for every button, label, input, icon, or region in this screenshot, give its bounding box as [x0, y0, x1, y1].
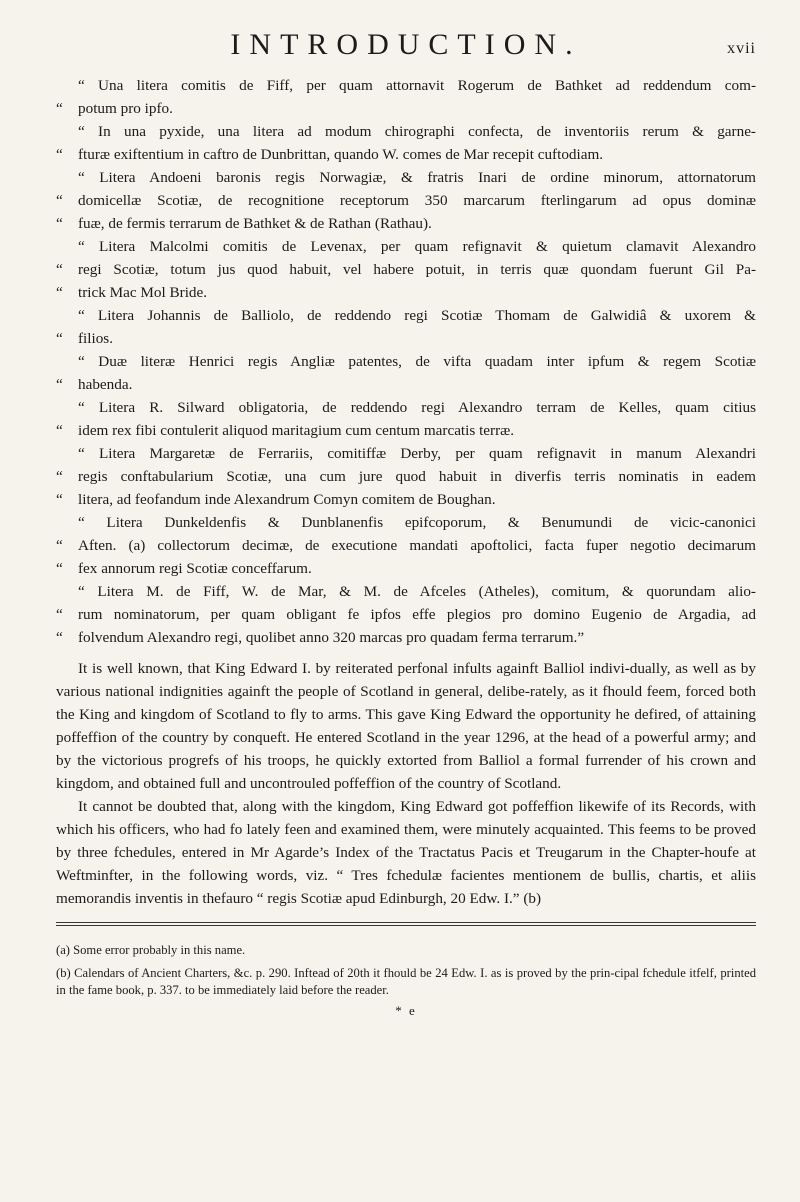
quote-line — [56, 304, 756, 327]
quote-mark: “ — [56, 330, 63, 347]
quote-line-text: domicellæ Scotiæ, de recognitione receptorum 350 marcarum fterlingarum ad opus dominæ — [78, 192, 756, 209]
footnote-a: (a) Some error probably in this name. — [56, 943, 246, 957]
quote-line — [56, 603, 756, 626]
quote-line — [56, 511, 756, 534]
quote-line — [56, 74, 756, 97]
quote-line-text: litera, ad feofandum inde Alexandrum Comyn comitem de Boughan. — [78, 491, 496, 508]
quote-mark: “ — [56, 537, 63, 554]
paragraph-1: It is well known, that King Edward I. by reiterated perfonal infults againft Balliol indivi-dually, as well as by various national indignities againft the people of Scotland in general, delibe-rately, as it fhould feem, forced both the King and kingdom of Scotland to fly to arms. This gave King Edward the opportunity he defired, of attaining poffeffion of the country by conqueft. He entered Scotland in the year 1296, at the head of a powerful army; and by the victorious progrefs of his troops, he quickly extorted from Balliol a formal furrender of his crown and kingdom, and obtained full and uncontrouled poffeffion of the country of Scotland. — [56, 660, 756, 792]
quote-line-text: idem rex fibi contulerit aliquod maritagium cum centum marcatis terræ. — [78, 422, 515, 439]
quote-line — [56, 281, 756, 304]
page-number: xvii — [727, 40, 756, 57]
quote-mark: “ — [56, 422, 63, 439]
quote-line — [56, 97, 756, 120]
quote-line — [56, 143, 756, 166]
quote-line-text: “ Litera M. de Fiff, W. de Mar, & M. de Afceles (Atheles), comitum, & quorundam alio- — [78, 583, 756, 600]
quote-line — [56, 166, 756, 189]
quote-mark: “ — [56, 468, 63, 485]
quote-line — [56, 557, 756, 580]
quote-line — [56, 350, 756, 373]
signature-mark: * e — [395, 1003, 417, 1018]
quote-mark: “ — [56, 606, 63, 623]
quote-line — [56, 212, 756, 235]
quote-line — [56, 488, 756, 511]
quote-line-text: filios. — [78, 330, 114, 347]
page-header — [56, 28, 756, 74]
quote-line-text: “ Una litera comitis de Fiff, per quam attornavit Rogerum de Bathket ad reddendum com- — [78, 77, 756, 94]
prose-section — [56, 657, 756, 910]
quote-mark: “ — [56, 284, 63, 301]
quote-mark: “ — [56, 100, 63, 117]
quote-line-text: regis conftabularium Scotiæ, una cum jure quod habuit in diverfis terris nominatis in eadem — [78, 468, 756, 485]
footnotes — [56, 942, 756, 999]
quote-line-text: “ Litera Dunkeldenfis & Dunblanenfis epifcoporum, & Benumundi de vicic-canonici — [78, 514, 756, 531]
quote-line-text: “ Litera Malcolmi comitis de Levenax, per quam refignavit & quietum clamavit Alexandro — [78, 238, 756, 255]
quote-line — [56, 626, 756, 649]
footnote-b: (b) Calendars of Ancient Charters, &c. p. 290. Inftead of 20th it fhould be 24 Edw. I. as is proved by the prin-cipal fchedule itfelf, printed in the fame book, p. 337. to be immediately laid before the reader. — [56, 966, 756, 997]
quote-line — [56, 465, 756, 488]
quote-line — [56, 442, 756, 465]
running-title: INTRODUCTION. — [230, 28, 582, 61]
quote-line-text: “ Litera Margaretæ de Ferrariis, comitiffæ Derby, per quam refignavit in manum Alexandri — [78, 445, 756, 462]
quote-line-text: trick Mac Mol Bride. — [78, 284, 208, 301]
quoted-schedule — [56, 74, 756, 649]
quote-line-text: fturæ exiftentium in caftro de Dunbrittan, quando W. comes de Mar recepit cuftodiam. — [78, 146, 604, 163]
paragraph-2: It cannot be doubted that, along with the kingdom, King Edward got poffeffion likewife of its Records, with which his officers, who had fo lately feen and examined them, were minutely acquainted. This feems to be proved by three fchedules, entered in Mr Agarde’s Index of the Tractatus Pacis et Treugarum in the Chapter-houfe at Weftminfter, in the following words, viz. “ Tres fchedulæ facientes mentionem de bullis, chartis, et aliis memorandis inventis in thefauro “ regis Scotiæ apud Edinburgh, 20 Edw. I.” (b) — [56, 798, 756, 907]
footnote-rule — [56, 922, 756, 923]
quote-line-text: Aften. (a) collectorum decimæ, de executione mandati apoftolici, facta fuper negotio decimarum — [78, 537, 756, 554]
quote-mark: “ — [56, 629, 63, 646]
quote-line — [56, 534, 756, 557]
quote-mark: “ — [56, 491, 63, 508]
quote-line-text: habenda. — [78, 376, 133, 393]
quote-line-text: fex annorum regi Scotiæ conceffarum. — [78, 560, 312, 577]
quote-line-text: “ Duæ literæ Henrici regis Angliæ patentes, de vifta quadam inter ipfum & regem Scotiæ — [78, 353, 756, 370]
quote-mark: “ — [56, 560, 63, 577]
quote-line-text: “ Litera Andoeni baronis regis Norwagiæ, & fratris Inari de ordine minorum, attornatorum — [78, 169, 756, 186]
quote-line — [56, 189, 756, 212]
quote-line-text: potum pro ipfo. — [78, 100, 173, 117]
quote-mark: “ — [56, 215, 63, 232]
footnote-rule-secondary — [56, 925, 756, 926]
quote-line — [56, 373, 756, 396]
quote-line — [56, 396, 756, 419]
quote-line-text: “ Litera R. Silward obligatoria, de reddendo regi Alexandro terram de Kelles, quam citius — [78, 399, 756, 416]
quote-line-text: “ In una pyxide, una litera ad modum chirographi confecta, de inventoriis rerum & garne- — [78, 123, 756, 140]
quote-line-text: rum nominatorum, per quam obligant fe ipfos effe plegios pro domino Eugenio de Argadia, ad — [78, 606, 756, 623]
quote-line — [56, 327, 756, 350]
quote-line-text: fuæ, de fermis terrarum de Bathket & de Rathan (Rathau). — [78, 215, 432, 232]
quote-mark: “ — [56, 192, 63, 209]
quote-line — [56, 580, 756, 603]
quote-line — [56, 258, 756, 281]
quote-mark: “ — [56, 146, 63, 163]
quote-line-text: regi Scotiæ, totum jus quod habuit, vel habere potuit, in terris quæ quondam fuerunt Gil Pa- — [78, 261, 756, 278]
quote-line — [56, 120, 756, 143]
page — [56, 28, 756, 1019]
quote-line — [56, 419, 756, 442]
quote-line-text: “ Litera Johannis de Balliolo, de reddendo regi Scotiæ Thomam de Galwidiâ & uxorem & — [78, 307, 756, 324]
quote-line — [56, 235, 756, 258]
quote-mark: “ — [56, 376, 63, 393]
quote-mark: “ — [56, 261, 63, 278]
quote-line-text: folvendum Alexandro regi, quolibet anno 320 marcas pro quadam ferma terrarum.” — [78, 629, 585, 646]
